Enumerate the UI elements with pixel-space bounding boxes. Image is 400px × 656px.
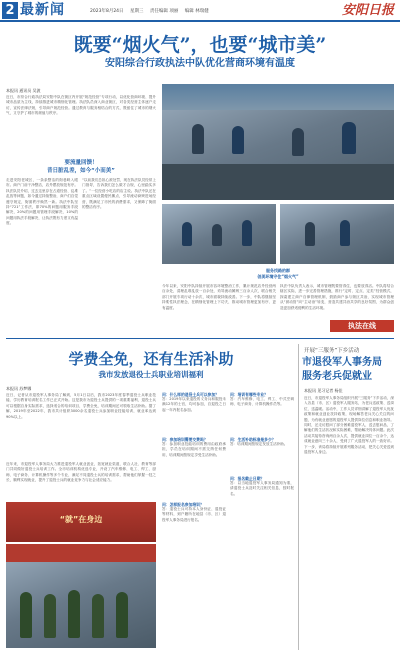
story3-headline-2: 服务老兵促就业	[302, 371, 372, 382]
qa-answer: 答：以当地退役军人事务局通知为准，请退役士兵及时关注相关信息，按时报名。	[230, 481, 294, 496]
newspaper-logo: 安阳日报	[341, 3, 394, 18]
qa-answer: 答：汽车维修、电工、焊工、中式烹调师、电子商务、计算机操作员等。	[230, 397, 294, 407]
qa-question: 问：怎样报名参加培训？	[162, 502, 204, 507]
story3-byline: 本报讯 见习记者 杨佳	[304, 388, 343, 393]
story1-byline: 本报讯 通讯员 吴波	[6, 88, 41, 93]
qa-answer: 答：退役士兵可持本人身份证、退役证等材料，到户籍所在地县（市、区）退役军人事务局进行报名。	[162, 507, 226, 522]
qa-answer: 答：参加职业技能培训的费用由政府承担，学员在培训期间不需交纳任何费用，培训期间按规定享受生活补助。	[162, 442, 226, 457]
qa-question: 问：什么样的退役士兵可以参加？	[162, 392, 219, 397]
column-divider	[298, 344, 299, 650]
story1-subheadline: 安阳综合行政执法中队优化营商环境有温度	[105, 58, 295, 69]
story1-box-title-1: 要流量回馈！	[64, 160, 98, 166]
story1-box-title-2: 昔日脏乱差，如今“小而美”	[47, 168, 115, 174]
qa-question: 问：生活补助标准是多少？	[230, 437, 276, 442]
story2-lead: 近日，记者从市退役军人事务局了解到，5月1日以后，我市2023年度春季退役士兵职业技能、学历教育培训报名工作已正式开始。这是我市为退役士兵提供的一项重要福利，退役士兵可以根据自身实际需求，选择适合的培训项目，学费全免，培训期间还可领取生活补助。据了解，2019年至2022年，我市共计组织3000余名退役士兵参加职业技能培训，就业率达到90%以上。	[6, 393, 156, 419]
story1-body-b: “以前我们总担心被处罚，现在执法队员经常上门指导，告诉我们怎么做才合规，心里踏实多了。”一位经营小吃店的店主说。执法中队还在重点区域设置便民摊点，引导流动商贩进场经营，既满足了市民的消费需求，又保障了街面的整洁有序。	[82, 178, 156, 210]
story2-headline: 学费全免，还有生活补助	[68, 350, 234, 368]
qa-question: 问：参加培训需要交费吗？	[162, 437, 208, 442]
story3-kicker: 开展“三服务”下乡活动	[304, 348, 360, 354]
page-number: 2	[2, 2, 18, 19]
story2-subheadline: 我市发放退役士兵职业培训福利	[98, 370, 204, 379]
story1-column-label: 执法在线	[330, 320, 394, 332]
issue-date: 2023年8月24日	[90, 9, 124, 14]
page-header	[0, 0, 400, 22]
story1-photo-caption-1: 服务找路的群	[266, 268, 290, 273]
story1-photo-3	[280, 204, 394, 264]
story1-body-c: 今年以来，安阳中队持续开展市容环境整治工作，累计规范店外经营两百余处，清理乱堆乱放一百余处，劝导流动摊贩三百余人次，联合相关部门开展专项行动十余次，城市面貌持续改善。下一步，中队将继续坚持柔性执法理念，在精细化管理上下功夫，推动城市管理更加有序、更有温度。	[162, 284, 276, 310]
story3-headline-1: 市退役军人事务局	[302, 357, 382, 368]
section-name: 最新闻	[20, 2, 65, 18]
story2-body: 近年来，市退役军人事务局大力推进退役军人就业创业，拓宽就业渠道，联合人社、教育等部门共同做好退役士兵培训工作。全市培训机构优选专业，开设了汽车维修、电工、焊工、厨师、电子商务、计算机操作等多个专业，满足不同退役士兵的培训需求，帮助他们掌握一技之长，顺利实现就业，提升了退役士兵的就业竞争力与社会适应能力。	[6, 462, 156, 483]
qa-question: 问：报名截止日期？	[230, 476, 265, 481]
story1-body-d: 执法中队负责人表示，城市管理既要管得住，也要放得活。中队将结合辖区实际，进一步完善管理措施，推行“定时、定点、定类”经营模式，探索建立商户自律管理机制，鼓励商户参与街区共治，实现城市管理从“被动管”向“主动治”转变，营造共建共治共享的良好氛围，为群众创造更加舒适便利的生活环境。	[280, 284, 394, 310]
story2-banner	[6, 502, 156, 542]
story1-headline: 既要“烟火气”，也要“城市美”	[73, 34, 327, 56]
page-meta	[90, 8, 214, 14]
story1-intro: 近日，市综合行政执法局安阳中队在街区内开展“规范经营”专项行动，以优化营商环境、提升城市品质为主线，持续推进城市精细化管理。执法队员深入商业街区，对各类经营主体逐户走访，宣传法律法规，引导商户规范经营。通过教育与服务相结合的方式，既留住了城市的烟火气，又守护了城市的颜值与秩序。	[6, 95, 156, 116]
story1-photo-caption-2: 创美环境守住“烟火气”	[257, 274, 299, 279]
qa-column-2	[230, 392, 294, 650]
story2-byline: 本报讯 苏梦娜	[6, 386, 32, 391]
qa-column-1	[162, 392, 226, 650]
editor-credit: 责任编辑 项丽	[149, 9, 179, 14]
story1-photo	[162, 84, 394, 200]
story1-body-a: 走进安阳老城区，一条条整洁的街巷映入眼帘。商户门前干净整洁，店外摆放规范有序。执法队员介绍，过去这里存在占道经营、乱堆乱放等问题，如今通过持续整治，商户们自觉遵守规定，街面秩序焕然一新。执法中队坚持“721”工作法，即70%的问题用服务手段解决，20%的问题用管理手段解决，10%的问题用执法手段解决，让执法既有力度又有温度。	[6, 178, 78, 226]
story1-photo-2	[162, 204, 276, 264]
story2-banner-text: “就”在身边	[59, 515, 103, 524]
designer-credit: 编辑 林瑞健	[184, 9, 209, 14]
qa-answer: 答：培训期间按规定发放生活补助。	[230, 442, 288, 446]
issue-weekday: 星期三	[129, 9, 144, 14]
section-divider	[6, 338, 394, 339]
qa-question: 问：培训有哪些专业？	[230, 392, 268, 397]
story3-body: 近日，市退役军人事务局组织开展“三服务”下乡活动，深入各县（市、区）退役军人服务站，为老兵送政策、送岗位、送温暖。活动中，工作人员详细讲解了退役军人优抚政策和就业创业扶持政策，现场解答老兵关心关注的问题，为有就业意愿的退役军人提供岗位信息和职业指导。同时，还走访慰问了部分困难退役军人，送去慰问品，了解他们的生活状况和实际困难，帮助解决具体问题。此次活动共接待咨询两百余人次，提供就业岗位一百余个，达成就业意向三十余人，受到了广大退役军人的一致好评。下一步，该局将持续开展系列服务活动，把关心关爱送到退役军人身边。	[304, 396, 394, 455]
story2-photo	[6, 544, 156, 648]
qa-answer: 答：2019年以来退役的义务兵和服役未满12年的士官，均可参加，自退役之日起一年内报名参加。	[162, 397, 226, 412]
